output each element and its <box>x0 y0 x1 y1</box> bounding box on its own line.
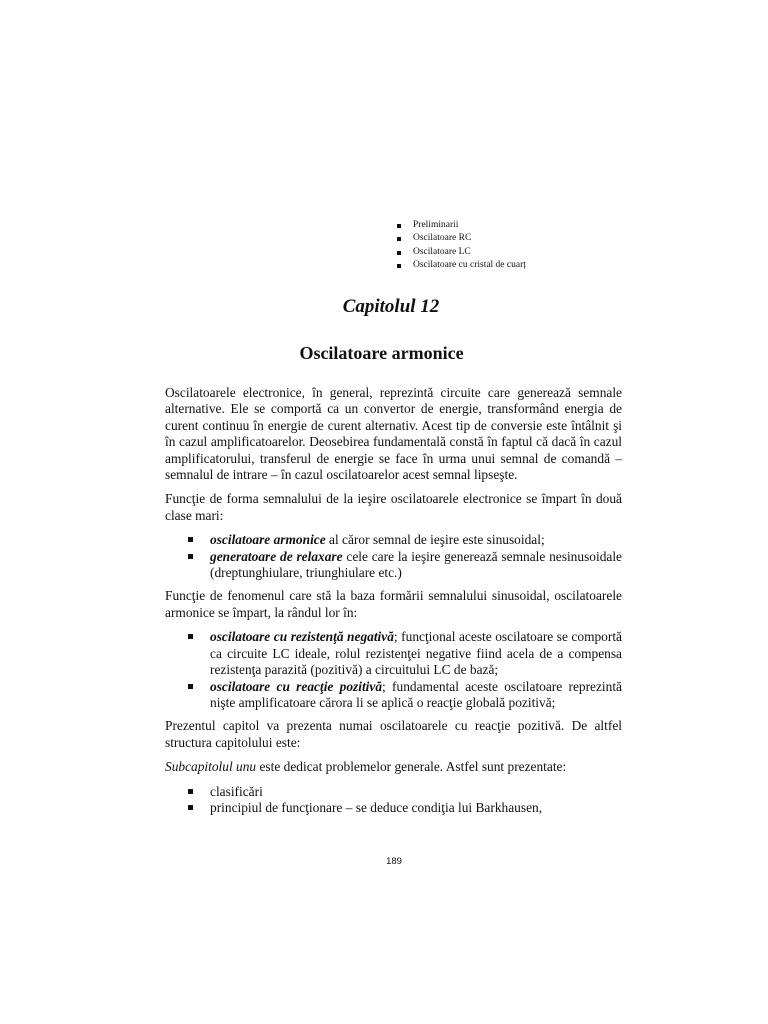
contents-item: Oscilatoare LC <box>394 246 526 259</box>
chapter-body <box>165 385 622 823</box>
chapter-title: Oscilatoare armonice <box>299 343 464 363</box>
structure-paragraph: Prezentul capitol va prezenta numai oscilatoarele cu reacţie pozitivă. De altfel structura capitolului este: <box>165 718 622 750</box>
list-item: principiul de funcţionare – se deduce condiţia lui Barkhausen, <box>165 800 622 816</box>
contents-item: Oscilatoare cu cristal de cuarț <box>394 259 526 272</box>
subchapter-text: este dedicat problemelor generale. Astfel sunt prezentate: <box>256 759 567 775</box>
list-item-text: al căror semnal de ieşire este sinusoidal; <box>325 532 545 548</box>
oscillator-type-list <box>165 629 622 711</box>
topics-list <box>165 784 622 817</box>
list-item-term: oscilatoare cu rezistenţă negativă <box>210 629 394 645</box>
intro-paragraph: Oscilatoarele electronice, în general, reprezintă circuite care generează semnale alternative. Ele se comportă ca un convertor de energie, transformând energia de curent continuu în energie de curent alternativ. Acest tip de conversie este întâlnit şi în cazul amplificatoarelor. Deosebirea fundamentală constă în faptul că dacă în cazul amplificatorului, transferul de energie se face în urma unui semnal de comandă – semnalul de intrare – în cazul oscilatoarelor acest semnal lipseşte. <box>165 385 622 483</box>
list-item: clasificări <box>165 784 622 800</box>
subchapter-label: Subcapitolul unu <box>165 759 257 775</box>
list-item <box>165 549 622 582</box>
chapter-label: Capitolul 12 <box>342 296 440 317</box>
signal-shape-list <box>165 532 622 581</box>
list-item-term: oscilatoare cu reacţie pozitivă <box>210 678 383 694</box>
list-item-text: ; fundamental aceste oscilatoare reprezintă nişte amplificatoare cărora li se aplică o reacţie globală pozitivă; <box>210 678 623 710</box>
list-item <box>165 532 622 548</box>
list-item-term: generatoare de relaxare <box>210 548 343 564</box>
list-item <box>165 679 622 712</box>
classification-paragraph: Funcţie de forma semnalului de la ieşire oscilatoarele electronice se împart în două clase mari: <box>165 491 622 523</box>
subchapter-paragraph <box>165 759 622 775</box>
contents-item: Preliminarii <box>394 219 526 232</box>
page-number: 189 <box>386 856 402 867</box>
list-item-text: cele care la ieşire generează semnale nesinusoidale (dreptunghiulare, triunghiulare etc.) <box>210 548 622 581</box>
chapter-contents-list <box>394 219 526 272</box>
list-item-term: oscilatoare armonice <box>210 532 326 548</box>
list-item <box>165 629 622 678</box>
phenomenon-paragraph: Funcţie de fenomenul care stă la baza formării semnalului sinusoidal, oscilatoarele armonice se împart, la rândul lor în: <box>165 588 622 620</box>
list-item-text: ; funcţional aceste oscilatoare se comportă ca circuite LC ideale, rolul rezistenţei negative fiind acela de a compensa rezistenţa parazită (pozitivă) a circuitului LC de bază; <box>210 629 623 678</box>
contents-item: Oscilatoare RC <box>394 232 526 245</box>
